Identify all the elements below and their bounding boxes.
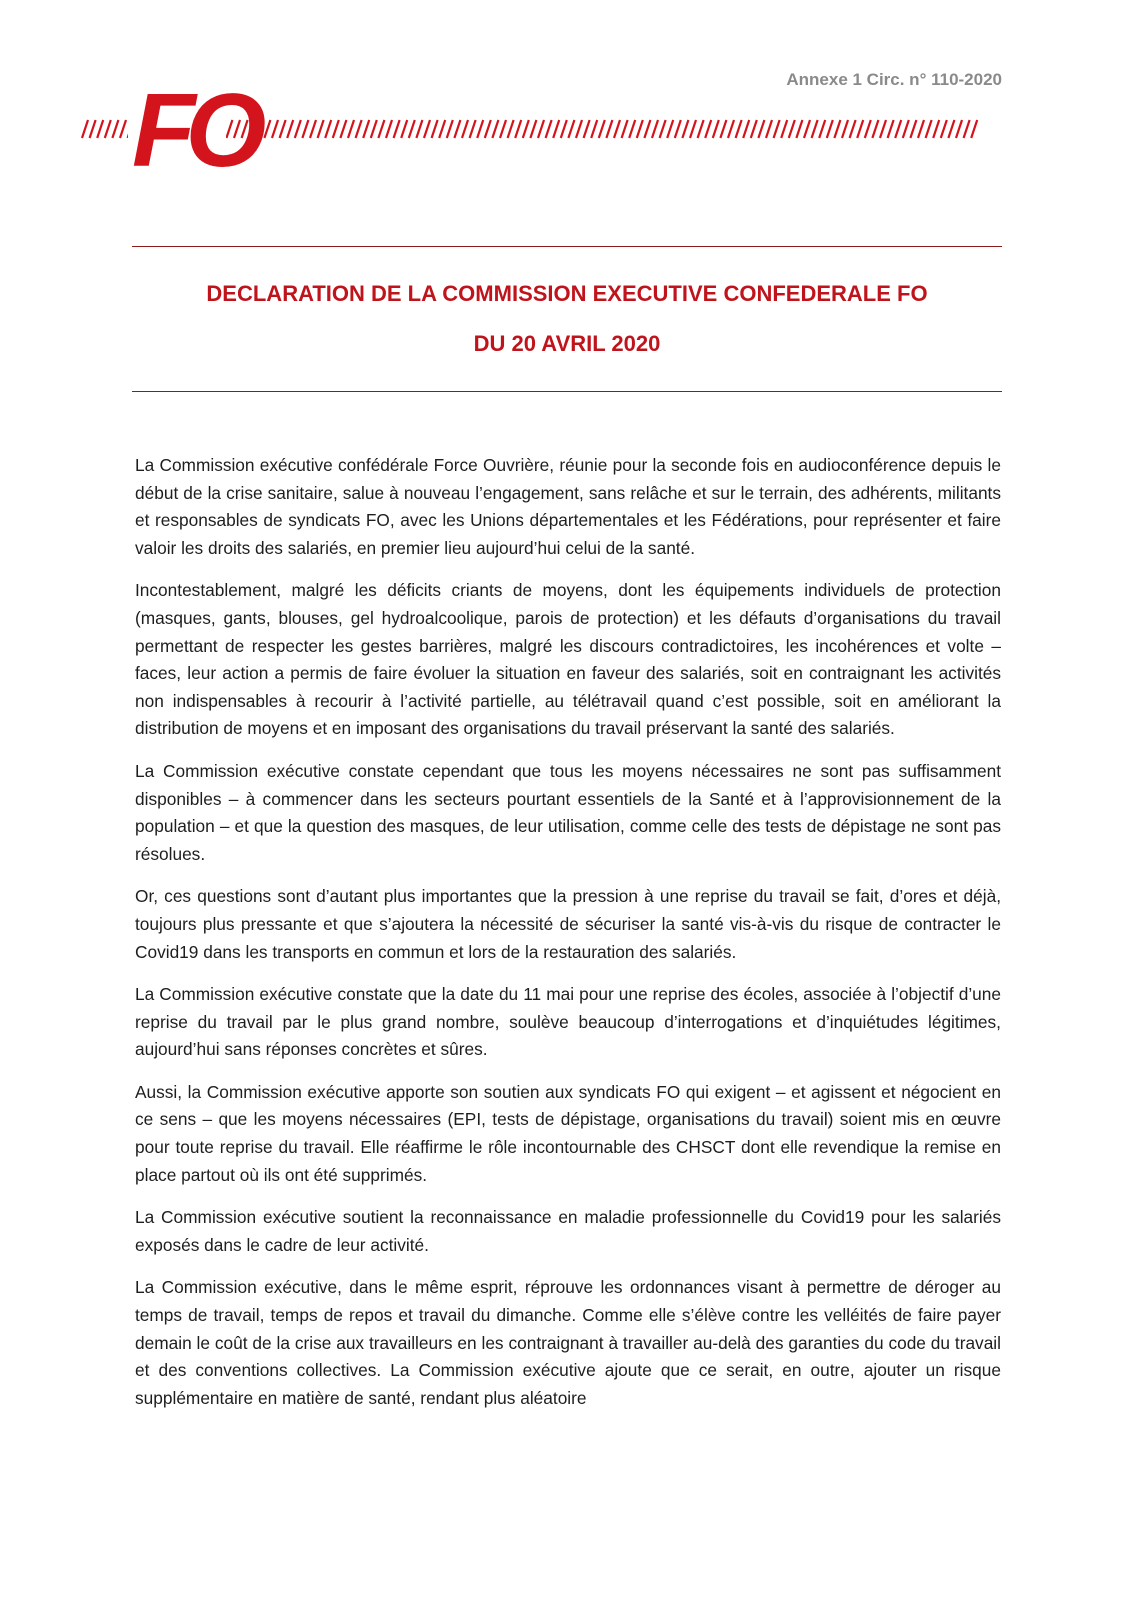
slash-mark: [781, 120, 787, 138]
slash-mark: [90, 120, 96, 138]
slash-mark: [705, 120, 711, 138]
slash-mark: [325, 120, 331, 138]
slash-mark: [591, 120, 597, 138]
slash-mark: [903, 120, 909, 138]
slash-mark: [295, 120, 301, 138]
slash-mark: [416, 120, 422, 138]
slash-mark: [751, 120, 757, 138]
slash-mark: [584, 120, 590, 138]
slash-mark: [865, 120, 871, 138]
slash-mark: [287, 120, 293, 138]
slash-mark: [561, 120, 567, 138]
slash-mark: [432, 120, 438, 138]
slash-mark: [447, 120, 453, 138]
fo-logo-band: [80, 82, 1000, 172]
slash-mark: [819, 120, 825, 138]
slash-mark: [895, 120, 901, 138]
paragraph: La Commission exécutive constate cependant que tous les moyens nécessaires ne sont pas suffisamment disponibles – à commencer dans les secteurs pourtant essentiels de la Santé et à l’approvisionnement de la population – et que la question des masques, de leur utilisation, comme celle des tests de dépistage ne sont pas résolues.: [135, 760, 1001, 864]
slash-mark: [857, 120, 863, 138]
fo-logo-text: FO: [132, 82, 257, 172]
paragraph: La Commission exécutive soutient la reconnaissance en maladie professionnelle du Covid19 pour les salariés exposés dans le cadre de leur activité.: [135, 1207, 1001, 1255]
slash-mark: [302, 120, 308, 138]
bottom-divider: [132, 391, 1002, 392]
slash-mark: [105, 120, 111, 138]
slash-mark: [439, 120, 445, 138]
slash-mark: [508, 120, 514, 138]
slash-mark: [774, 120, 780, 138]
slash-mark: [538, 120, 544, 138]
slash-mark: [736, 120, 742, 138]
slash-mark: [956, 120, 962, 138]
slash-mark: [667, 120, 673, 138]
slash-mark: [834, 120, 840, 138]
slash-mark: [789, 120, 795, 138]
slash-mark: [386, 120, 392, 138]
slash-mark: [82, 120, 88, 138]
paragraph: Aussi, la Commission exécutive apporte son soutien aux syndicats FO qui exigent – et agissent et négocient en ce sens – que les moyens nécessaires (EPI, tests de dépistage, organisations du travail) soient mis en œuvre pour toute reprise du travail. Elle réaffirme le rôle incontournable des CHSCT dont elle revendique la remise en place partout où ils ont été supprimés.: [135, 1081, 1001, 1185]
slash-mark: [599, 120, 605, 138]
document-title: DECLARATION DE LA COMMISSION EXECUTIVE CONFEDERALE FO: [206, 281, 928, 306]
declaration-body: [135, 452, 1001, 1427]
fo-logo: [80, 82, 1000, 172]
slash-mark: [888, 120, 894, 138]
slash-mark: [910, 120, 916, 138]
slash-mark: [941, 120, 947, 138]
slash-mark: [568, 120, 574, 138]
slash-mark: [971, 120, 977, 138]
slash-mark: [310, 120, 316, 138]
slash-mark: [682, 120, 688, 138]
slash-mark: [340, 120, 346, 138]
slash-mark: [614, 120, 620, 138]
paragraph: La Commission exécutive, dans le même esprit, réprouve les ordonnances visant à permettre de déroger au temps de travail, temps de repos et travail du dimanche. Comme elle s’élève contre les velléités de faire payer demain le coût de la crise aux travailleurs en les contraignant à travailler au-delà des garanties du code du travail et des conventions collectives. La Commission exécutive ajoute que ce serait, en outre, ajouter un risque supplémentaire en matière de santé, rendant plus aléatoire: [135, 1277, 1001, 1408]
slash-mark: [424, 120, 430, 138]
slash-mark: [629, 120, 635, 138]
slash-mark: [766, 120, 772, 138]
slash-mark: [652, 120, 658, 138]
slash-mark: [660, 120, 666, 138]
paragraph: La Commission exécutive constate que la date du 11 mai pour une reprise des écoles, associée à l’objectif d’une reprise du travail par le plus grand nombre, soulève beaucoup d’interrogations et d’inquiétudes légitimes, aujourd’hui sans réponses concrètes et sûres.: [135, 984, 1001, 1060]
slash-mark: [485, 120, 491, 138]
slash-mark: [120, 120, 126, 138]
slash-mark: [804, 120, 810, 138]
slash-mark: [280, 120, 286, 138]
slash-mark: [530, 120, 536, 138]
slash-mark: [477, 120, 483, 138]
slash-mark: [743, 120, 749, 138]
slash-mark: [272, 120, 278, 138]
slash-mark: [713, 120, 719, 138]
slash-mark: [698, 120, 704, 138]
slash-mark: [842, 120, 848, 138]
slash-mark: [348, 120, 354, 138]
slash-mark: [394, 120, 400, 138]
paragraph: La Commission exécutive confédérale Force Ouvrière, réunie pour la seconde fois en audioconférence depuis le début de la crise sanitaire, salue à nouveau l’engagement, sans relâche et sur le terrain, des adhérents, militants et responsables de syndicats FO, avec les Unions départementales et les Fédérations, pour représenter et faire valoir les droits des salariés, en premier lieu aujourd’hui celui de la santé.: [135, 455, 1001, 558]
slash-mark: [378, 120, 384, 138]
slash-mark: [462, 120, 468, 138]
slash-mark: [371, 120, 377, 138]
slash-mark: [606, 120, 612, 138]
slash-mark: [690, 120, 696, 138]
slash-mark: [827, 120, 833, 138]
slash-mark: [933, 120, 939, 138]
slash-mark: [257, 120, 263, 138]
slash-mark: [492, 120, 498, 138]
slash-mark: [356, 120, 362, 138]
slash-mark: [470, 120, 476, 138]
slash-mark: [112, 120, 118, 138]
slash-mark: [97, 120, 103, 138]
slash-mark: [622, 120, 628, 138]
slash-mark: [918, 120, 924, 138]
document-date: DU 20 AVRIL 2020: [473, 331, 661, 356]
slash-mark: [401, 120, 407, 138]
slash-mark: [728, 120, 734, 138]
slash-mark: [720, 120, 726, 138]
slash-mark: [500, 120, 506, 138]
paragraph: Incontestablement, malgré les déficits criants de moyens, dont les équipements individuels de protection (masques, gants, blouses, gel hydroalcoolique, parois de protection) et les défauts d’organisations du travail permettant de respecter les gestes barrières, malgré les discours contradictoires, les incohérences et volte – faces, leur action a permis de faire évoluer la situation en faveur des salariés, soit en contraignant les activités non indispensables à recourir à l’activité partielle, au télétravail quand c’est possible, soit en améliorant la distribution de moyens et en imposant des organisations du travail préservant la santé des salariés.: [135, 580, 1001, 739]
slash-mark: [812, 120, 818, 138]
slash-mark: [318, 120, 324, 138]
slash-mark: [553, 120, 559, 138]
slash-mark: [576, 120, 582, 138]
slash-mark: [264, 120, 270, 138]
slash-mark: [948, 120, 954, 138]
slash-mark: [872, 120, 878, 138]
top-divider: [132, 246, 1002, 247]
slash-mark: [523, 120, 529, 138]
slash-mark: [546, 120, 552, 138]
annex-reference: Annexe 1 Circ. n° 110-2020: [786, 70, 1002, 89]
slash-mark: [333, 120, 339, 138]
slash-mark: [454, 120, 460, 138]
slash-mark: [409, 120, 415, 138]
slash-mark: [515, 120, 521, 138]
slash-mark: [926, 120, 932, 138]
slash-mark: [880, 120, 886, 138]
slash-mark: [850, 120, 856, 138]
slash-mark: [644, 120, 650, 138]
slash-mark: [363, 120, 369, 138]
paragraph: Or, ces questions sont d’autant plus importantes que la pression à une reprise du travail se fait, d’ores et déjà, toujours plus pressante et que s’ajoutera la nécessité de sécuriser la santé vis-à-vis du risque de contracter le Covid19 dans les transports en commun et lors de la restauration des salariés.: [135, 886, 1001, 962]
slash-mark: [758, 120, 764, 138]
slash-mark: [637, 120, 643, 138]
slash-mark: [796, 120, 802, 138]
slash-mark: [675, 120, 681, 138]
slash-mark: [964, 120, 970, 138]
